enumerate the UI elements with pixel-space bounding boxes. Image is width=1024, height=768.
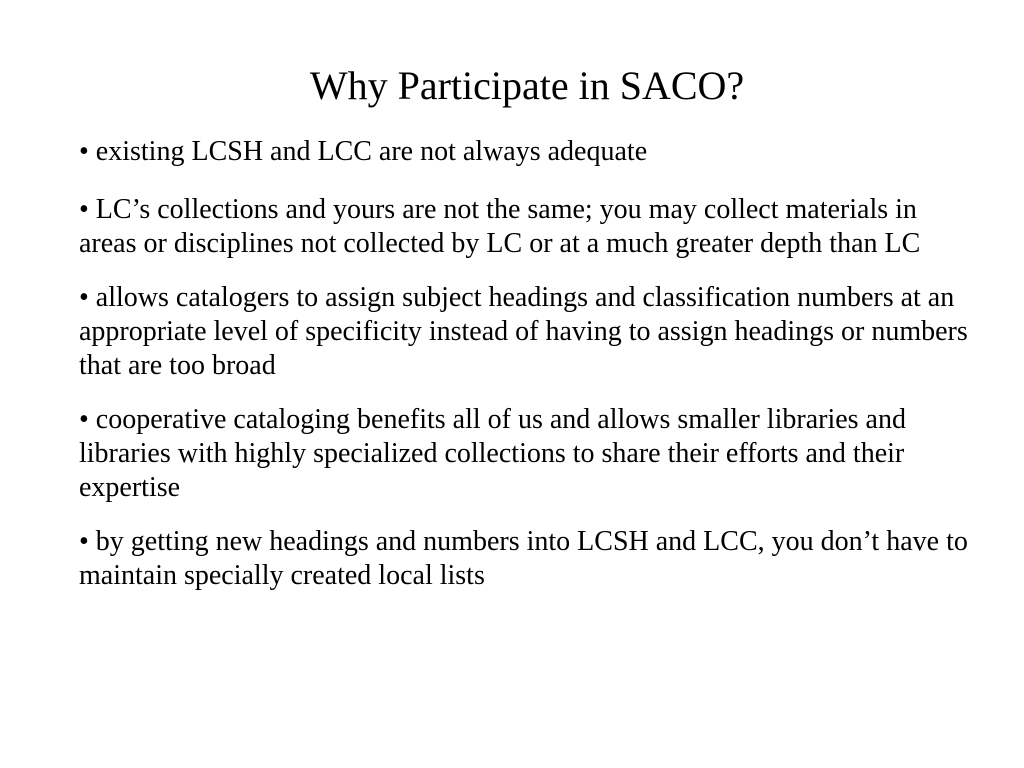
slide-title: Why Participate in SACO? bbox=[309, 63, 745, 108]
bullet-item-collections-differ: • LC’s collections and yours are not the same; you may collect materials in areas or disciplines not collected by LC or at a much greater depth than LC bbox=[79, 194, 921, 259]
bullet-item-specificity: • allows catalogers to assign subject headings and classification numbers at an appropriate level of specificity instead of having to assign headings or numbers that are too broad bbox=[79, 282, 968, 381]
bullet-list bbox=[79, 135, 979, 613]
bullet-item-existing-lcsh: • existing LCSH and LCC are not always adequate bbox=[79, 136, 648, 167]
bullet-item-cooperative-cataloging: • cooperative cataloging benefits all of us and allows smaller libraries and libraries with highly specialized collections to share their efforts and their expertise bbox=[79, 404, 906, 503]
bullet-item-local-lists: • by getting new headings and numbers into LCSH and LCC, you don’t have to maintain specially created local lists bbox=[79, 526, 968, 591]
